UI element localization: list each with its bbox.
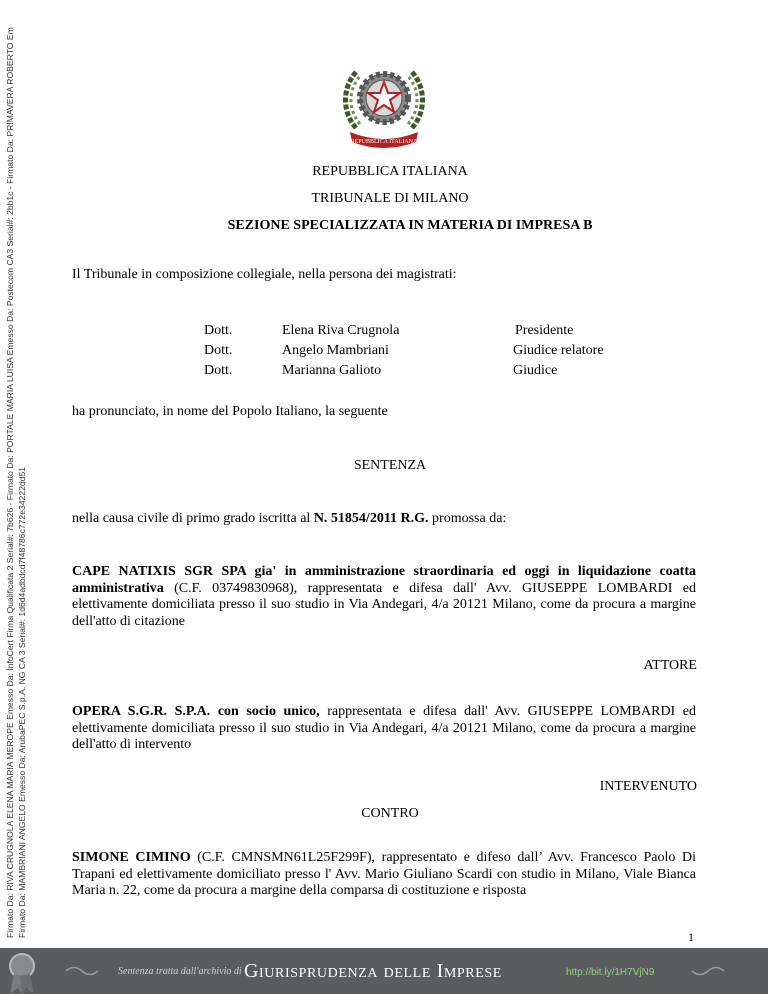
judge-role: Giudice bbox=[513, 363, 558, 378]
header-court: TRIBUNALE DI MILANO bbox=[311, 191, 469, 206]
header-republic: REPUBBLICA ITALIANA bbox=[312, 164, 468, 179]
footer-prefix: Sentenza tratta dall'archivio di bbox=[118, 966, 242, 977]
convenuto-name: SIMONE CIMINO bbox=[72, 850, 191, 865]
intervenuto-paragraph bbox=[72, 704, 696, 754]
footer-title: Giurisprudenza delle Imprese bbox=[244, 960, 502, 982]
left-flourish-icon bbox=[64, 962, 100, 980]
causa-line bbox=[72, 511, 696, 528]
judge-row bbox=[204, 321, 604, 341]
judge-row bbox=[204, 361, 604, 381]
intervenuto-name: OPERA S.G.R. S.P.A. con socio unico, bbox=[72, 704, 320, 719]
judge-row bbox=[204, 341, 604, 361]
judge-title: Dott. bbox=[204, 323, 233, 338]
sentenza-heading: SENTENZA bbox=[353, 458, 427, 473]
causa-number: N. 51854/2011 R.G. bbox=[313, 511, 429, 526]
judge-title: Dott. bbox=[204, 343, 233, 358]
intervenuto-label: INTERVENUTO bbox=[599, 779, 697, 794]
attore-label: ATTORE bbox=[643, 658, 697, 673]
judge-role: Giudice relatore bbox=[513, 343, 604, 358]
judge-name: Angelo Mambriani bbox=[282, 343, 389, 358]
contro-heading: CONTRO bbox=[361, 806, 419, 821]
attore-details: (C.F. 03749830968), rappresentata e difesa dall' Avv. GIUSEPPE LOMBARDI ed elettivamente domiciliata presso il suo studio in Via Andegari, 4/a 20121 Milano, come da procura a margine dell'atto di citazione bbox=[72, 580, 696, 629]
judges-table bbox=[204, 321, 604, 381]
intro-text: Il Tribunale in composizione collegiale, nella persona dei magistrati: bbox=[72, 267, 457, 282]
judge-name: Marianna Galioto bbox=[282, 363, 382, 378]
right-flourish-icon bbox=[690, 962, 726, 980]
convenuto-paragraph bbox=[72, 850, 696, 900]
intervenuto-details: rappresentata e difesa dall' Avv. GIUSEPPE LOMBARDI ed elettivamente domiciliata presso il suo studio in Via Andegari, 4/a 20121 Milano, come da procura a margine dell'atto di intervento bbox=[72, 704, 696, 752]
judge-title: Dott. bbox=[204, 363, 233, 378]
signature-stamp bbox=[0, 0, 32, 950]
header-section: SEZIONE SPECIALIZZATA IN MATERIA DI IMPRESA B bbox=[227, 218, 593, 233]
attore-paragraph bbox=[72, 564, 696, 630]
attore-name: CAPE NATIXIS SGR SPA gia' in amministrazione straordinaria ed oggi in liquidazione coatta amministrativa bbox=[72, 564, 696, 596]
judge-name: Elena Riva Crugnola bbox=[282, 323, 400, 338]
signature-line-2: Firmato Da: MAMBRIANI ANGELO Emesso Da: ArubaPEC S.p.A. NG CA 3 Serial#: 1d6d4adbdcd7f48786c772e34222dd51 bbox=[17, 466, 27, 938]
causa-post: promossa da: bbox=[428, 511, 507, 526]
footer-link[interactable]: http://bit.ly/1H7VjN9 bbox=[566, 967, 655, 978]
signature-line-1: Firmato Da: RIVA CRUGNOLA ELENA MARIA MEROPE Emesso Da: InfoCert Firma Qualificata 2 Serial#: 7b626 - Firmato Da: PORTALE MARIA LUISA Emesso Da: Postecom CA3 Serial#: 2bb1c - Firmato Da: PRIMAVERA ROBERTO Em bbox=[5, 27, 15, 938]
convenuto-details: (C.F. CMNSMN61L25F299F), rappresentato e difeso dall’ Avv. Francesco Paolo Di Trapani ed elettivamente domiciliato presso l' Avv. Mario Giuliano Scardi con studio in Milano, Viale Bianca Maria n. 22, come da procura a margine della comparsa di costituzione e risposta bbox=[72, 850, 696, 898]
emblem-ribbon-text: REPUBBLICA ITALIANA bbox=[350, 139, 418, 145]
causa-pre: nella causa civile di primo grado iscritta al bbox=[72, 511, 314, 526]
pronounce-text: ha pronunciato, in nome del Popolo Italiano, la seguente bbox=[72, 404, 388, 419]
judge-role: Presidente bbox=[515, 323, 574, 338]
award-ribbon-icon bbox=[2, 950, 42, 994]
italian-republic-emblem bbox=[336, 58, 432, 150]
page-number: 1 bbox=[688, 930, 694, 944]
